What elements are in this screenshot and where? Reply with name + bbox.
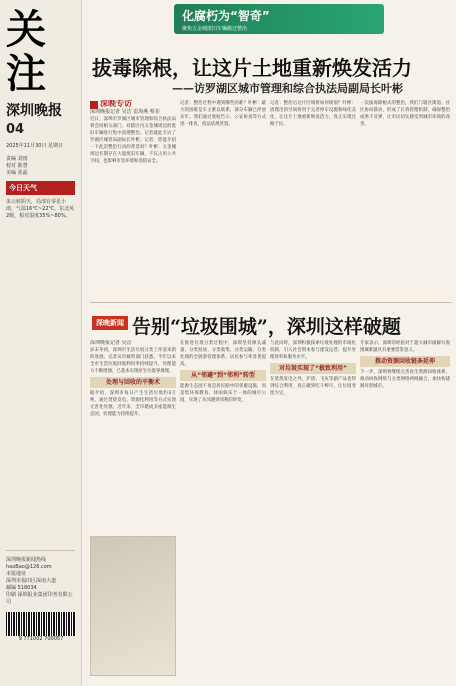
article1-headline: 拔毒除根，让这片土地重新焕发活力 [92, 56, 412, 80]
article1-text: 近日，深圳市罗湖区城市管理和综合执法局将会同相关部门，对辖区内五金城周边的废旧车辆进行集中清理整治。记者就此专访了罗湖区城管局副局长叶彬。记者：您能介绍一下此次整治行动的背景吗？叶彬：五金城周边长期存在大量废旧车辆，不仅占用公共空间，也影响市容环境和消防安全。 [90, 117, 176, 164]
contact-line: 深圳市福田区深南大道 [6, 578, 57, 584]
editor-line: 校对 陈慧 [6, 163, 28, 169]
article2-column-3 [270, 340, 356, 670]
weather-heading: 今日天气 [6, 181, 75, 195]
article1-column-2 [180, 100, 266, 296]
sidebar [0, 0, 82, 686]
article1-tag: 深晚专访 [90, 100, 176, 109]
issue-date: 2025年11月30日 星期日 [6, 143, 64, 149]
barcode-image [6, 612, 76, 636]
banner-subtitle: 聚焦五金城废旧车辆搬迁整治 [182, 26, 248, 32]
article2-text: 在推进垃圾分类过程中，深圳坚持源头减量、分类投放、分类收集、分类运输、分类处理的全链条管理体系，居民参与率显著提高。 [180, 341, 266, 367]
banner-title: 化腐朽为“智奇” [182, 9, 270, 23]
article1-byline: 深圳晚报记者 吴洁 雷海燕 蔡菲 [90, 109, 160, 115]
weather-text: 多云转阴天，局部有零星小雨，气温16℃~22℃，东北风2级，相对湿度35%~80%。 [6, 199, 75, 219]
main-content [84, 0, 456, 686]
article2-section-heading: 处理与回收的平衡术 [90, 377, 176, 388]
article1-column-3 [270, 100, 356, 296]
article2-section-heading: 对垃圾实现了“极致利用” [270, 363, 356, 374]
article1-column-1 [90, 100, 176, 296]
contact-line: 邮编 518034 [6, 585, 37, 591]
section-divider [90, 302, 452, 303]
article1-subheadline: ——访罗湖区城市管理和综合执法局副局长叶彬 [172, 82, 403, 95]
article2-text: 下一步，深圳将继续完善再生资源回收体系，推动回收网络与分类网络两网融合，加快构建循环型城市。 [360, 370, 450, 389]
editor-line: 美编 张磊 [6, 170, 28, 176]
article1-column-4 [360, 100, 450, 296]
contact-line: 本报地址 [6, 571, 27, 577]
barcode-number: 9 771002 700057 [18, 636, 64, 642]
article1-text: 记者：整治过程中遇到哪些困难？叶彬：最大的困难是车主难以联系，部分车辆已停放多年。我们通过张贴告示、公安协查等方式逐一排查，依法依规处置。 [180, 101, 266, 127]
article2-text: 在焚烧发电之外，炉渣、飞灰等副产品也得到综合利用，真正做到吃干榨尽，让垃圾变废为宝。 [270, 377, 356, 396]
article2-text: 能源生态园不再是居民眼中的邻避设施，而是集环保教育、休闲娱乐于一体的城市公园，实现了从邻避到邻利的转变。 [180, 384, 266, 403]
article2-text: 专家表示，深圳的经验对于超大城市破解垃圾围城难题具有重要借鉴意义。 [360, 341, 450, 353]
section-title: 关注 [6, 6, 46, 97]
article2-section-heading: 推动资源回收链条延伸 [360, 356, 450, 367]
contact-line: 深圳晚报新闻热线 [6, 557, 47, 563]
divider [6, 550, 75, 551]
article2-column-4 [360, 340, 450, 670]
editor-list [6, 156, 75, 177]
contact-block [6, 557, 75, 606]
contact-line: 印刷 深圳报业集团印务有限公司 [6, 592, 73, 605]
interview-icon [90, 101, 98, 109]
contact-line: haoBao@126.com [6, 564, 52, 570]
paper-name: 深圳晚报 [6, 103, 62, 119]
article2-text: 据介绍，深圳市每日产生生活垃圾约3万吨，通过焚烧发电、资源化利用等方式实现无害化处理。近年来，全市建成多座能源生态园，处理能力持续提升。 [90, 391, 176, 417]
article2-headline: 告别“垃圾围城”，深圳这样破题 [132, 316, 401, 338]
article2-column-2 [180, 340, 266, 670]
article2-column-1 [90, 340, 176, 530]
article2-byline: 深圳晚报记者 吴洁 [90, 340, 132, 346]
article2-tag: 深晚新闻 [92, 316, 128, 330]
article2-text: 与此同时，深圳积极探索垃圾处理的市场化机制，引入社会资本参与建设运营，提升处理效率和服务水平。 [270, 341, 356, 360]
article2-photo [90, 536, 176, 676]
top-banner [174, 4, 384, 34]
article2-text: 岁末冬初，深圳市生活垃圾分类工作迎来新的进展。记者从市城管部门获悉，今年以来全市生活垃圾回收利用率持续提升，处理能力不断增强，已基本实现原生垃圾零填埋。 [90, 348, 176, 374]
article1-text: 记者：整治后这片区域将如何规划？叶彬：清理出的空间将用于完善停车设施和绿化美化，让这片土地重新焕发活力，真正实现还路于民。 [270, 101, 356, 127]
editor-line: 责编 刘雨 [6, 156, 28, 162]
article2-section-heading: 从“邻避”到“邻利”转型 [180, 370, 266, 381]
page-number: 04 [6, 122, 25, 137]
article1-text: 一次拔毒除根式的整治，我们与辖区街道、社区协同联动，形成了长效管理机制，确保整治成果不反弹，让市民切实感受到城市环境的改善。 [360, 101, 450, 127]
